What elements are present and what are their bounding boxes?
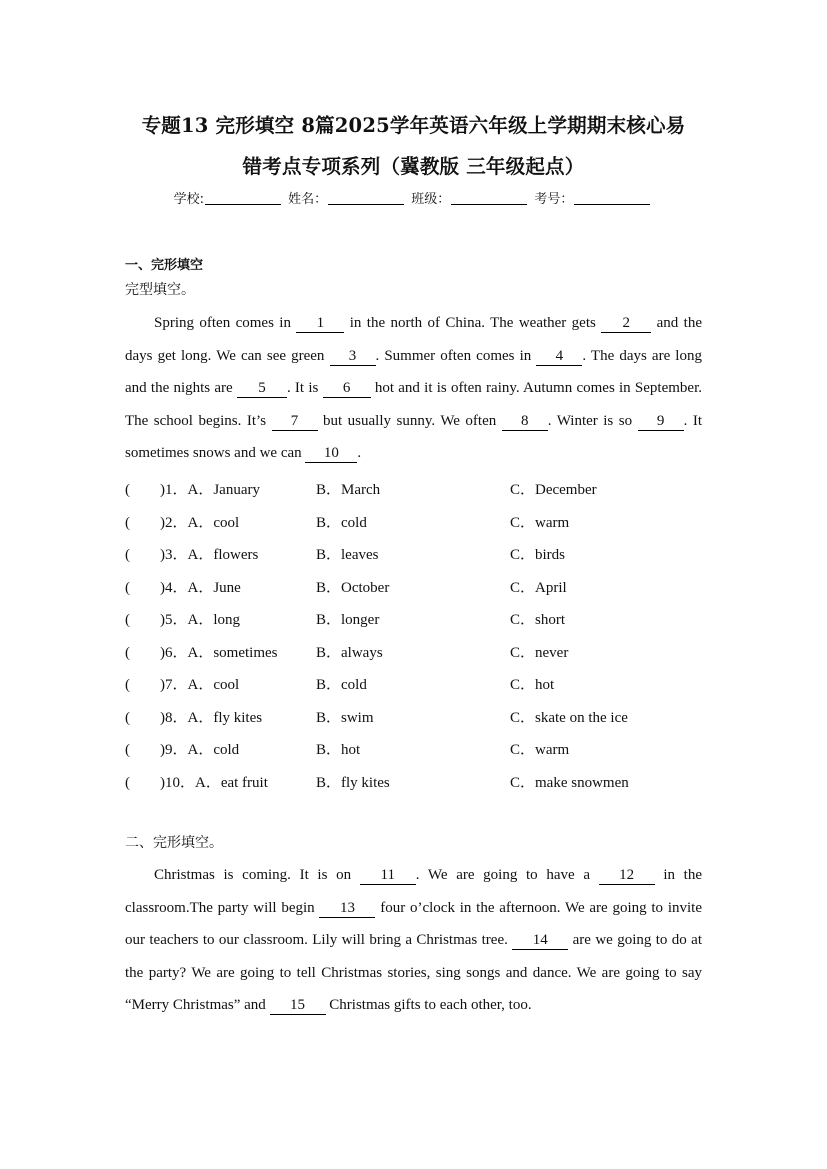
blank-4[interactable]: 4	[536, 348, 582, 366]
blank-6[interactable]: 6	[323, 380, 371, 398]
option-c[interactable]: C．short	[510, 612, 566, 628]
question-number: ( )10．A．eat fruit	[125, 774, 268, 791]
question-row	[125, 730, 725, 763]
blank-9[interactable]: 9	[638, 413, 684, 431]
exam-number-label: 考号：	[534, 192, 574, 207]
question-number: ( )8．A．fly kites	[125, 709, 263, 726]
school-label: 学校:	[173, 192, 204, 207]
school-field[interactable]	[205, 192, 281, 205]
question-number: ( )2．A．cool	[125, 514, 240, 531]
option-c[interactable]: C．April	[510, 579, 567, 596]
question-row	[125, 600, 725, 633]
question-row	[125, 535, 725, 568]
section1-heading: 一、完形填空	[125, 258, 204, 273]
question-row	[125, 665, 725, 698]
name-label: 姓名：	[288, 192, 328, 207]
question-number: ( )6．A．sometimes	[125, 644, 278, 661]
option-b[interactable]: B．swim	[316, 709, 374, 726]
question-number: ( )9．A．cold	[125, 742, 240, 758]
question-number: ( )5．A．long	[125, 612, 240, 628]
option-c[interactable]: C．birds	[510, 547, 566, 563]
passage-2: Christmas is coming. It is on 11 . We are going to have a 12 in the classroom.The party will begin 13 four o’clock in the afternoon. We are going to invite our teachers to our classroom. Lily will bring a Christmas tree. 14 are we going to do at the party? We are going to tell Christmas stories, sing songs and dance. We are going to say “Merry Christmas” and 15 Christmas gifts to each other, too.	[125, 867, 703, 1014]
blank-7[interactable]: 7	[272, 413, 318, 431]
option-b[interactable]: B．leaves	[316, 547, 379, 563]
blank-14[interactable]: 14	[512, 932, 568, 950]
blank-13[interactable]: 13	[319, 900, 375, 918]
question-row	[125, 763, 725, 796]
option-c[interactable]: C．December	[510, 482, 597, 498]
question-number: ( )7．A．cool	[125, 677, 240, 693]
blank-8[interactable]: 8	[502, 413, 548, 431]
question-row	[125, 568, 725, 601]
blank-2[interactable]: 2	[601, 315, 651, 333]
name-field[interactable]	[328, 192, 404, 205]
exam-number-field[interactable]	[574, 192, 650, 205]
question-row	[125, 698, 725, 731]
class-label: 班级：	[411, 192, 451, 207]
question-number: ( )1．A．January	[125, 482, 260, 498]
passage-1: Spring often comes in 1 in the north of China. The weather gets 2 and the days get long. We can see green 3 . Summer often comes in 4 . The days are long and the nights are 5 . It is 6 hot and it is often rainy. Autumn comes in September. The school begins. It’s 7 but usually sunny. We often 8 . Winter is so 9 . It sometimes snows and we can 10 .	[125, 315, 702, 462]
section1-subheading: 完型填空。	[125, 282, 195, 298]
option-b[interactable]: B．fly kites	[316, 774, 390, 791]
option-b[interactable]: B．longer	[316, 612, 380, 628]
blank-3[interactable]: 3	[330, 348, 376, 366]
blank-10[interactable]: 10	[305, 445, 357, 463]
question-row	[125, 503, 725, 536]
blank-12[interactable]: 12	[599, 867, 655, 885]
section2-heading: 二、完形填空。	[125, 835, 223, 851]
option-b[interactable]: B．cold	[316, 514, 367, 531]
question-number: ( )3．A．flowers	[125, 547, 259, 563]
option-b[interactable]: B．March	[316, 482, 381, 498]
blank-11[interactable]: 11	[360, 867, 416, 885]
question-row	[125, 470, 725, 503]
option-b[interactable]: B．cold	[316, 677, 367, 693]
student-info-line	[0, 188, 827, 207]
option-c[interactable]: C．never	[510, 644, 569, 661]
option-c[interactable]: C．skate on the ice	[510, 709, 628, 726]
question-number: ( )4．A．June	[125, 579, 241, 596]
class-field[interactable]	[451, 192, 527, 205]
option-c[interactable]: C．make snowmen	[510, 774, 629, 791]
page-title-line1: 专题13 完形填空 8篇2025学年英语六年级上学期期末核心易	[141, 114, 686, 137]
blank-5[interactable]: 5	[237, 380, 287, 398]
question-row	[125, 633, 725, 666]
option-b[interactable]: B．hot	[316, 742, 361, 758]
blank-15[interactable]: 15	[270, 997, 326, 1015]
option-c[interactable]: C．warm	[510, 742, 570, 758]
blank-1[interactable]: 1	[296, 315, 344, 333]
option-c[interactable]: C．warm	[510, 514, 570, 531]
option-b[interactable]: B．always	[316, 644, 383, 661]
page-title-line2: 错考点专项系列（冀教版 三年级起点）	[242, 155, 585, 178]
option-c[interactable]: C．hot	[510, 677, 555, 693]
question-options-list	[125, 470, 725, 795]
option-b[interactable]: B．October	[316, 579, 390, 596]
